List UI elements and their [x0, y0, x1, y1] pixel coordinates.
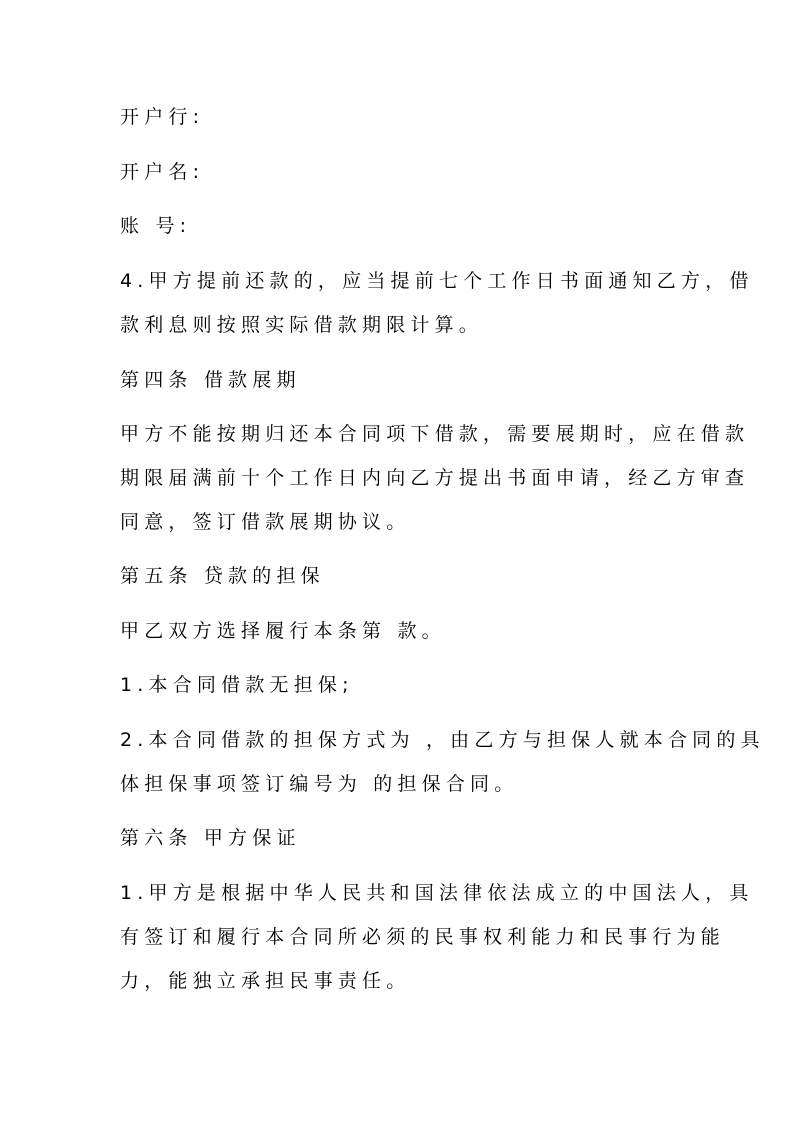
article-4-body-line-3: 同意，签订借款展期协议。 [120, 511, 411, 533]
article-6-heading: 第六条 甲方保证 [120, 827, 301, 849]
article-5-option-2-line-1: 2.本合同借款的担保方式为 ，由乙方与担保人就本合同的具 [120, 729, 765, 751]
account-name-label: 开户名: [120, 161, 205, 183]
article-5-body: 甲乙双方选择履行本条第 款。 [120, 620, 446, 642]
article-6-clause-1-line-3: 力，能独立承担民事责任。 [120, 970, 411, 992]
article-6-clause-1-line-2: 有签订和履行本合同所必须的民事权利能力和民事行为能 [120, 926, 726, 948]
bank-name-label: 开户行: [120, 106, 205, 128]
article-5-option-1: 1.本合同借款无担保; [120, 674, 354, 696]
article-4-body-line-2: 期限届满前十个工作日内向乙方提出书面申请，经乙方审查 [120, 467, 750, 489]
article-6-clause-1-line-1: 1.甲方是根据中华人民共和国法律依法成立的中国法人，具 [120, 882, 754, 904]
clause-3-4-line-1: 4.甲方提前还款的，应当提前七个工作日书面通知乙方，借 [120, 270, 754, 292]
account-number-label: 账 号: [120, 215, 192, 237]
article-5-option-2-line-2: 体担保事项签订编号为 的担保合同。 [120, 773, 519, 795]
article-4-body-line-1: 甲方不能按期归还本合同项下借款，需要展期时，应在借款 [120, 423, 750, 445]
article-4-heading: 第四条 借款展期 [120, 369, 301, 391]
clause-3-4-line-2: 款利息则按照实际借款期限计算。 [120, 314, 484, 336]
article-5-heading: 第五条 贷款的担保 [120, 565, 325, 587]
